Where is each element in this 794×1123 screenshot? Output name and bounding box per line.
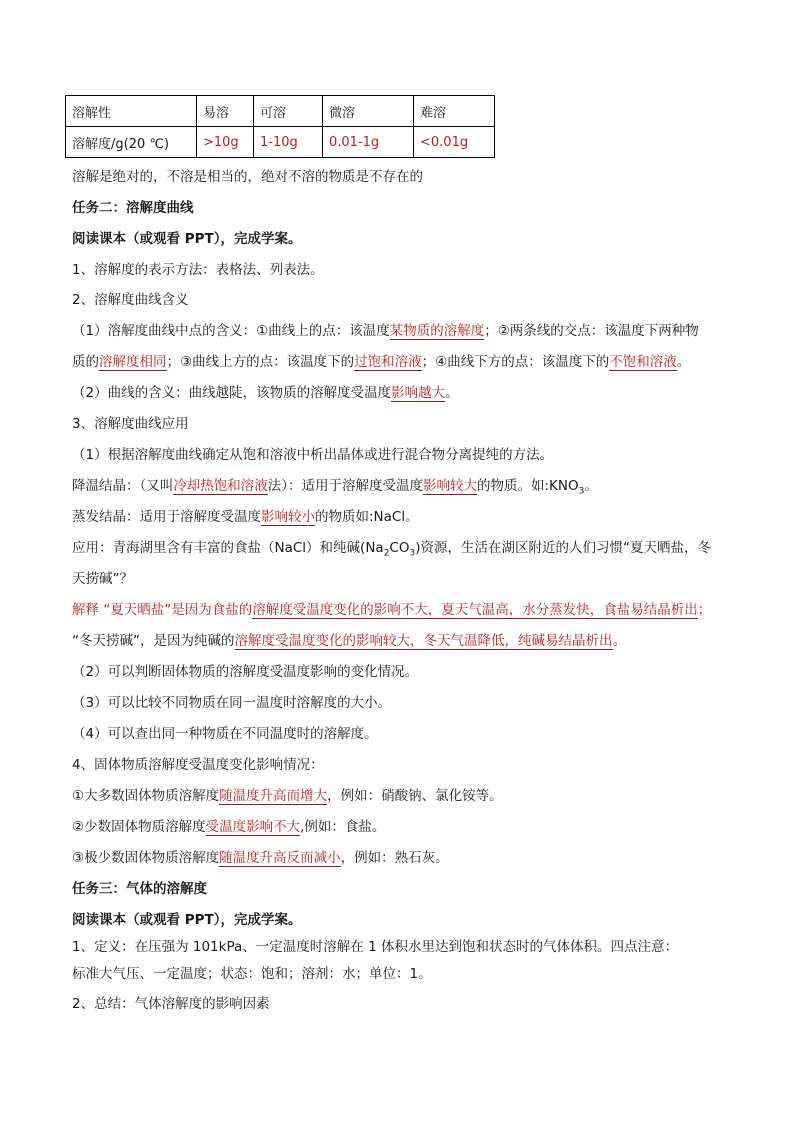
answer-underline: 溶解度相同 [99, 354, 167, 370]
instruction-line: 阅读课本（或观看 PPT），完成学案。 [72, 912, 302, 928]
answer-underline: 某物质的溶解度 [389, 323, 485, 339]
text-span: ①大多数固体物质溶解度 [72, 788, 220, 804]
paragraph-line [72, 384, 459, 402]
answer-underline: 随温度升高反而减小 [219, 850, 341, 866]
subscript: 3 [578, 486, 585, 497]
text-span: 降温结晶：（又叫 [72, 478, 174, 494]
answer-underline: 溶解度受温度变化的影响较大，冬天气温降低，纯碱易结晶析出 [234, 633, 613, 649]
text-span: ，例如：熟石灰。 [340, 850, 449, 866]
text-span: （1）溶解度曲线中点的含义：①曲线上的点：该温度 [72, 323, 390, 339]
paragraph-line [72, 539, 711, 563]
paragraph-line [72, 787, 503, 805]
text-span: ②少数固体物质溶解度 [72, 819, 206, 835]
text-span: ；③曲线上方的点：该温度下的 [166, 354, 355, 370]
paragraph-line [72, 508, 419, 526]
text-span: CO [389, 540, 410, 556]
text-span: 。 [612, 633, 626, 649]
answer-underline: 影响越大 [391, 385, 446, 401]
text-span: 应用：青海湖里含有丰富的食盐（NaCl）和纯碱(Na [72, 540, 384, 556]
subscript: 2 [383, 548, 390, 559]
paragraph-line [72, 632, 626, 650]
paragraph-line: 4、固体物质溶解度受温度变化影响情况： [72, 757, 324, 773]
answer-underline: 影响较小 [261, 509, 315, 525]
answer-underline: 不饱和溶液 [609, 354, 677, 370]
text-span: “冬天捞碱”，是因为纯碱的 [72, 633, 235, 649]
instruction-line: 阅读课本（或观看 PPT），完成学案。 [72, 231, 302, 247]
text-span: 解释 “夏天晒盐”是因为食盐的 [72, 602, 253, 618]
table-cell: 1-10g [254, 127, 323, 158]
text-span: 的物质如:NaCl。 [315, 509, 419, 525]
answer-underline: 溶解度受温度变化的影响不大，夏天气温高，水分蒸发快，食盐易结晶析出 [252, 602, 698, 618]
paragraph-line [72, 601, 711, 619]
answer-underline: 冷却热饱和溶液 [173, 478, 268, 494]
paragraph-line: 1、溶解度的表示方法：表格法、列表法。 [72, 262, 324, 278]
text-span: ，例如：硝酸钠、氯化铵等。 [327, 788, 503, 804]
paragraph-line [72, 322, 699, 340]
table-cell: 微溶 [323, 96, 414, 127]
text-span: ；④曲线下方的点：该温度下的 [421, 354, 610, 370]
paragraph-line: 标准大气压、一定温度；状态：饱和；溶剂：水；单位：1。 [72, 966, 432, 982]
text-span: 。 [676, 354, 691, 370]
answer-underline: 受温度影响不大 [205, 819, 301, 835]
text-span: ,例如：食盐。 [300, 819, 386, 835]
text-span: )资源，生活在湖区附近的人们习惯“夏天晒盐，冬 [415, 540, 711, 556]
answer-underline: 过饱和溶液 [354, 354, 422, 370]
paragraph-line: 天捞碱”？ [72, 571, 133, 587]
table-cell: 难溶 [414, 96, 495, 127]
answer-underline: 影响较大 [423, 478, 477, 494]
paragraph-line [72, 477, 598, 501]
table-cell: 溶解度/g(20 ℃) [66, 127, 197, 158]
table-cell: <0.01g [414, 127, 495, 158]
paragraph-line [72, 353, 690, 371]
text-span: 的物质。如:KNO [477, 478, 579, 494]
paragraph-line: 1、定义：在压强为 101kPa、一定温度时溶解在 1 体积水里达到饱和状态时的气体体积。四点注意： [72, 939, 678, 955]
text-span: ；②两条线的交点：该温度下两种物 [484, 323, 699, 339]
paragraph-line: 2、溶解度曲线含义 [72, 292, 189, 308]
text-span: 。 [584, 478, 598, 494]
note-line: 溶解是绝对的，不溶是相当的，绝对不溶的物质是不存在的 [72, 169, 423, 185]
table-cell: 易溶 [197, 96, 254, 127]
table-cell: >10g [197, 127, 254, 158]
text-span: ； [697, 602, 712, 618]
table-cell: 可溶 [254, 96, 323, 127]
paragraph-line: （2）可以判断固体物质的溶解度受温度影响的变化情况。 [72, 664, 419, 680]
paragraph-line [72, 818, 385, 836]
text-span: 蒸发结晶：适用于溶解度受温度 [72, 509, 261, 525]
section-heading: 任务三：气体的溶解度 [72, 881, 207, 897]
table-cell: 0.01-1g [323, 127, 414, 158]
paragraph-line: （4）可以查出同一种物质在不同温度时的溶解度。 [72, 726, 378, 742]
paragraph-line: （1）根据溶解度曲线确定从饱和溶液中析出晶体或进行混合物分离提纯的方法。 [72, 447, 554, 463]
paragraph-line [72, 849, 449, 867]
text-span: 法）：适用于溶解度受温度 [267, 478, 423, 494]
subscript: 3 [409, 548, 416, 559]
paragraph-line: （3）可以比较不同物质在同一温度时溶解度的大小。 [72, 695, 392, 711]
text-span: 质的 [72, 354, 99, 370]
solubility-table [65, 95, 495, 158]
section-heading: 任务二：溶解度曲线 [72, 200, 194, 216]
table-row [66, 96, 495, 127]
answer-underline: 随温度升高而增大 [219, 788, 328, 804]
table-cell: 溶解性 [66, 96, 197, 127]
text-span: ③极少数固体物质溶解度 [72, 850, 220, 866]
text-span: （2）曲线的含义：曲线越陡，该物质的溶解度受温度 [72, 385, 392, 401]
table-row [66, 127, 495, 158]
paragraph-line: 2、总结：气体溶解度的影响因素 [72, 996, 270, 1012]
text-span: 。 [445, 385, 459, 401]
paragraph-line: 3、溶解度曲线应用 [72, 416, 189, 432]
